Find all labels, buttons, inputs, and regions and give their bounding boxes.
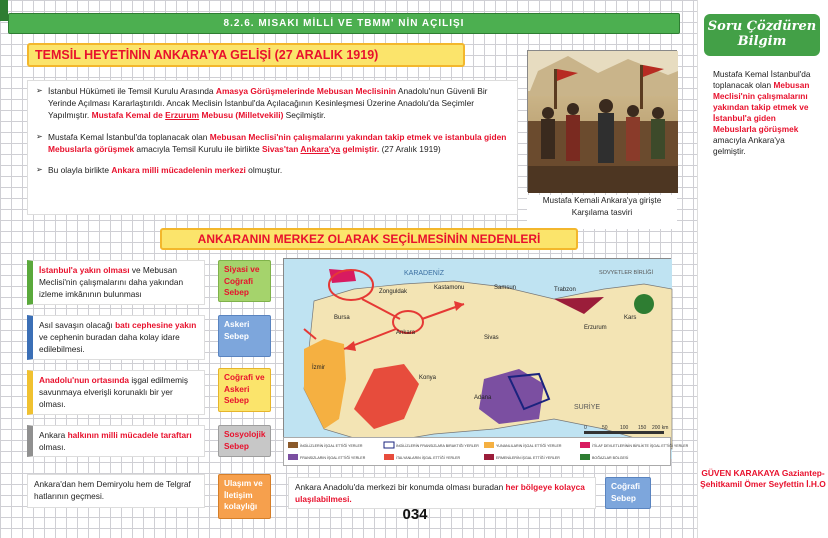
text: işgal edilmemiş savunmaya elverişli korunaklı bir yer olması. bbox=[39, 375, 189, 409]
map-label: KARADENİZ bbox=[404, 270, 445, 277]
text: Asıl savaşın olacağı bbox=[39, 320, 116, 330]
text: Anadolu'nun Güvenli Bir Yerinde Açılması Kararlaştırıldı. Ancak Meclisin İstanbul'da Açılacağının Kesinleşmesi Üzerine Anadolu'da Seçimler Yapılmıştır. bbox=[48, 86, 488, 121]
highlight: Sivas'tan bbox=[261, 143, 301, 154]
legend-label: İTİLAF DEVLETLERİNİN BİRLİKTE İŞGAL ETTİĞİ YERLER bbox=[592, 444, 689, 448]
text: ve Mebusan Meclisi'nin çalışmalarını daha yakından izleme imkânının bulunması bbox=[39, 265, 184, 299]
map-label: SURİYE bbox=[574, 404, 601, 411]
reason-3 bbox=[27, 370, 205, 415]
reason-2-tag: Askeri Sebep bbox=[218, 315, 271, 357]
map-label: SOVYETLER BİRLİĞİ bbox=[599, 270, 654, 276]
occupation-map bbox=[283, 258, 671, 458]
highlight: her bölgeye kolayca ulaşılabilmesi. bbox=[295, 482, 585, 504]
legend-drawing bbox=[284, 438, 689, 467]
highlight: Ankara'ya bbox=[300, 143, 341, 154]
bullet-arrow-icon: ➢ bbox=[36, 131, 43, 141]
reason-1 bbox=[27, 260, 205, 305]
info-box bbox=[27, 80, 518, 215]
text: ve cephenin buradan daha kolay idare edilebilmesi. bbox=[39, 332, 180, 354]
page-number: 034 bbox=[402, 506, 428, 523]
info-paragraph-3 bbox=[36, 164, 509, 176]
info-paragraph-2 bbox=[36, 131, 509, 155]
map-legend bbox=[283, 437, 689, 466]
reason-1-tag: Siyasi ve Coğrafi Sebep bbox=[218, 260, 271, 302]
text: Ankara'dan hem Demiryolu hem de Telgraf hatlarının geçmesi. bbox=[34, 479, 191, 501]
highlight: İstanbul'a yakın olması bbox=[39, 265, 130, 275]
text: amacıyla Ankara'ya gelmiştir. bbox=[713, 135, 785, 156]
section1-heading: TEMSİL HEYETİNİN ANKARA'YA GELİŞİ (27 ARALIK 1919) bbox=[27, 43, 465, 67]
text: İstanbul Hükümeti ile Temsil Kurulu Arasında bbox=[48, 86, 216, 96]
reason-3-tag: Coğrafi ve Askeri Sebep bbox=[218, 368, 271, 412]
reason-4-tag: Sosyolojik Sebep bbox=[218, 425, 271, 457]
legend-label: BOĞAZLAR BÖLGESİ bbox=[592, 456, 629, 460]
text: olması. bbox=[39, 442, 66, 452]
highlight: Mebusu (Milletvekili) bbox=[199, 110, 284, 121]
map-label: Zonguldak bbox=[379, 289, 408, 295]
text: olmuştur. bbox=[245, 165, 283, 176]
highlight: Mebusan Meclisi'nin çalışmalarını yakından takip etmek ve İstanbul'a giden Mebuslarla görüşmek bbox=[713, 80, 810, 134]
text: Mustafa Kemal İstanbul'da toplanacak olan bbox=[48, 131, 210, 142]
reason-2 bbox=[27, 315, 205, 360]
page-title: 8.2.6. MISAKI MİLLİ VE TBMM' NİN AÇILIŞI bbox=[223, 18, 465, 29]
info-paragraph-1 bbox=[36, 85, 509, 122]
brand-logo bbox=[704, 14, 820, 56]
map-label: Bursa bbox=[334, 315, 350, 321]
map-label: İzmir bbox=[312, 365, 325, 371]
highlight: Anadolu'nun ortasında bbox=[39, 375, 130, 385]
map-label: Ankara bbox=[396, 330, 416, 336]
legend-label: ERMENİLERİN İŞGAL ETTİĞİ YERLER bbox=[496, 456, 560, 460]
map-drawing bbox=[284, 259, 672, 459]
scale-label: 200 km bbox=[652, 425, 669, 431]
highlight: Mustafa Kemal de bbox=[91, 110, 166, 121]
map-label: Kars bbox=[624, 315, 637, 321]
map-label: Samsun bbox=[494, 285, 517, 291]
text: Mustafa Kemal İstanbul'da toplanacak olan bbox=[713, 69, 811, 90]
map-label: Trabzon bbox=[554, 287, 576, 293]
reason-6-tag: Coğrafi Sebep bbox=[605, 477, 651, 509]
map-label: Sivas bbox=[484, 335, 499, 341]
highlight: batı cephesine yakın bbox=[115, 320, 197, 330]
bullet-arrow-icon: ➢ bbox=[36, 165, 43, 175]
legend-label: İNGİLİZLERİN İŞGAL ETTİĞİ YERLER bbox=[300, 444, 363, 448]
highlight: Ankara milli mücadelenin merkezi bbox=[111, 165, 246, 176]
author-credit: GÜVEN KARAKAYA Gaziantep-Şehitkamil Ömer Seyfettin İ.H.O bbox=[700, 468, 826, 489]
legend-label: YUNANLILARIN İŞGAL ETTİĞİ YERLER bbox=[496, 444, 562, 448]
map-label: Kastamonu bbox=[434, 285, 465, 291]
scale-label: 100 bbox=[620, 425, 629, 431]
sidebar-note bbox=[713, 69, 818, 157]
historical-painting bbox=[527, 50, 677, 192]
text: (27 Aralık 1919) bbox=[379, 143, 441, 154]
bullet-arrow-icon: ➢ bbox=[36, 86, 43, 95]
map-label: Adana bbox=[474, 395, 492, 401]
reason-5 bbox=[27, 474, 205, 508]
highlight: Mebusan Meclisi'nin çalışmalarını yakından takip etmek ve istanbula giden Mebuslarla görüşmek bbox=[48, 131, 507, 154]
text: Ankara Anadolu'da merkezi bir konumda olması buradan bbox=[295, 482, 506, 492]
title-bar-accent bbox=[0, 0, 8, 21]
photo-caption: Mustafa Kemali Ankara'ya girişte Karşılama tasviri bbox=[527, 195, 677, 229]
text: amacıyla Temsil Kurulu ile birlikte bbox=[134, 143, 262, 154]
reason-5-tag: Ulaşım ve İletişim kolaylığı bbox=[218, 474, 271, 519]
reason-4 bbox=[27, 425, 205, 457]
scale-label: 150 bbox=[638, 425, 647, 431]
highlight: Erzurum bbox=[165, 110, 200, 121]
legend-label: İNGİLİZLERİN FRANSIZLARA BIRAKTIĞI YERLER bbox=[396, 444, 479, 448]
page-title-bar bbox=[8, 13, 680, 34]
logo-line-1: Soru Çözdüren bbox=[707, 19, 817, 34]
legend-label: FRANSIZLARIN İŞGAL ETTİĞİ YERLER bbox=[300, 456, 366, 460]
logo-line-2: Bilgim bbox=[737, 34, 787, 49]
scale-label: 50 bbox=[602, 425, 608, 431]
text: Ankara bbox=[39, 430, 68, 440]
painting-illustration bbox=[528, 51, 678, 193]
map-label: Konya bbox=[419, 375, 437, 381]
highlight: Amasya Görüşmelerinde Mebusan Meclisinin bbox=[215, 86, 397, 96]
scale-label: 0 bbox=[584, 425, 587, 431]
highlight: gelmiştir. bbox=[340, 143, 380, 154]
highlight: halkının milli mücadele taraftarı bbox=[67, 430, 192, 440]
section2-heading: ANKARANIN MERKEZ OLARAK SEÇİLMESİNİN NEDENLERİ bbox=[160, 228, 578, 250]
text: Seçilmiştir. bbox=[283, 110, 326, 121]
map-label: Erzurum bbox=[584, 325, 607, 331]
reason-6 bbox=[288, 477, 596, 509]
text: Bu olayla birlikte bbox=[48, 165, 112, 176]
legend-label: İTALYANLARIN İŞGAL ETTİĞİ YERLER bbox=[396, 456, 461, 460]
